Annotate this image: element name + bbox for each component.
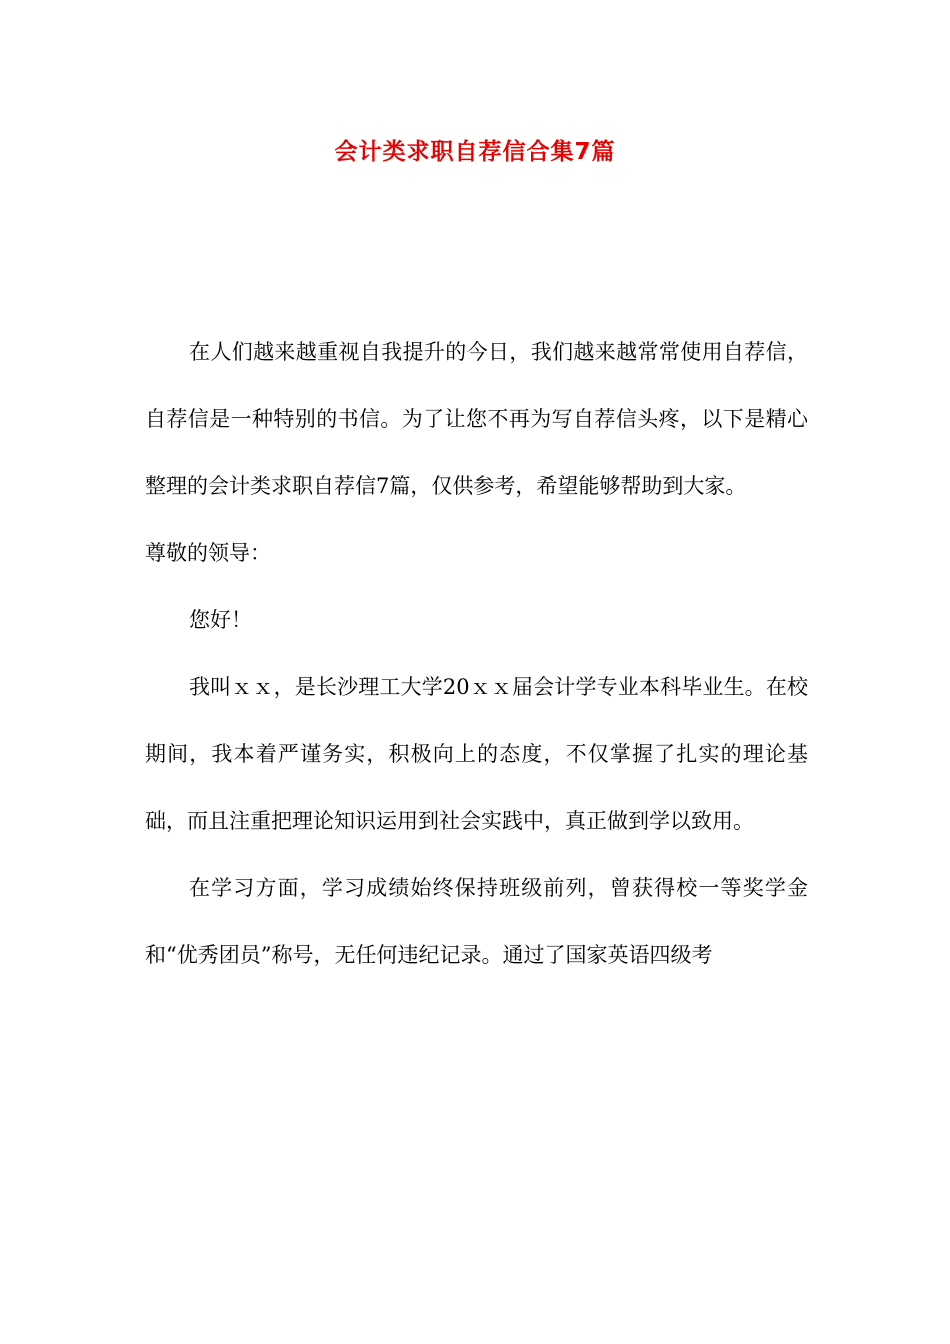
salutation: 尊敬的领导：: [145, 541, 271, 565]
greeting: 您好！: [189, 608, 252, 632]
intro-paragraph: 在人们越来越重视自我提升的今日，我们越来越常常使用自荐信，自荐信是一种特别的书信。为了让您不再为写自荐信头疼，以下是精心整理的会计类求职自荐信7篇，仅供参考，希望能够帮助到大家。: [145, 340, 808, 498]
self-introduction-paragraph: 我叫ｘｘ，是长沙理工大学20ｘｘ届会计学专业本科毕业生。在校期间，我本着严谨务实，积极向上的态度，不仅掌握了扎实的理论基础，而且注重把理论知识运用到社会实践中，真正做到学以致用。: [145, 675, 808, 833]
study-paragraph: 在学习方面，学习成绩始终保持班级前列，曾获得校一等奖学金和“优秀团员”称号，无任何违纪记录。通过了国家英语四级考: [145, 876, 808, 967]
document-body: [145, 319, 808, 989]
document-title: 会计类求职自荐信合集7篇: [334, 139, 616, 165]
